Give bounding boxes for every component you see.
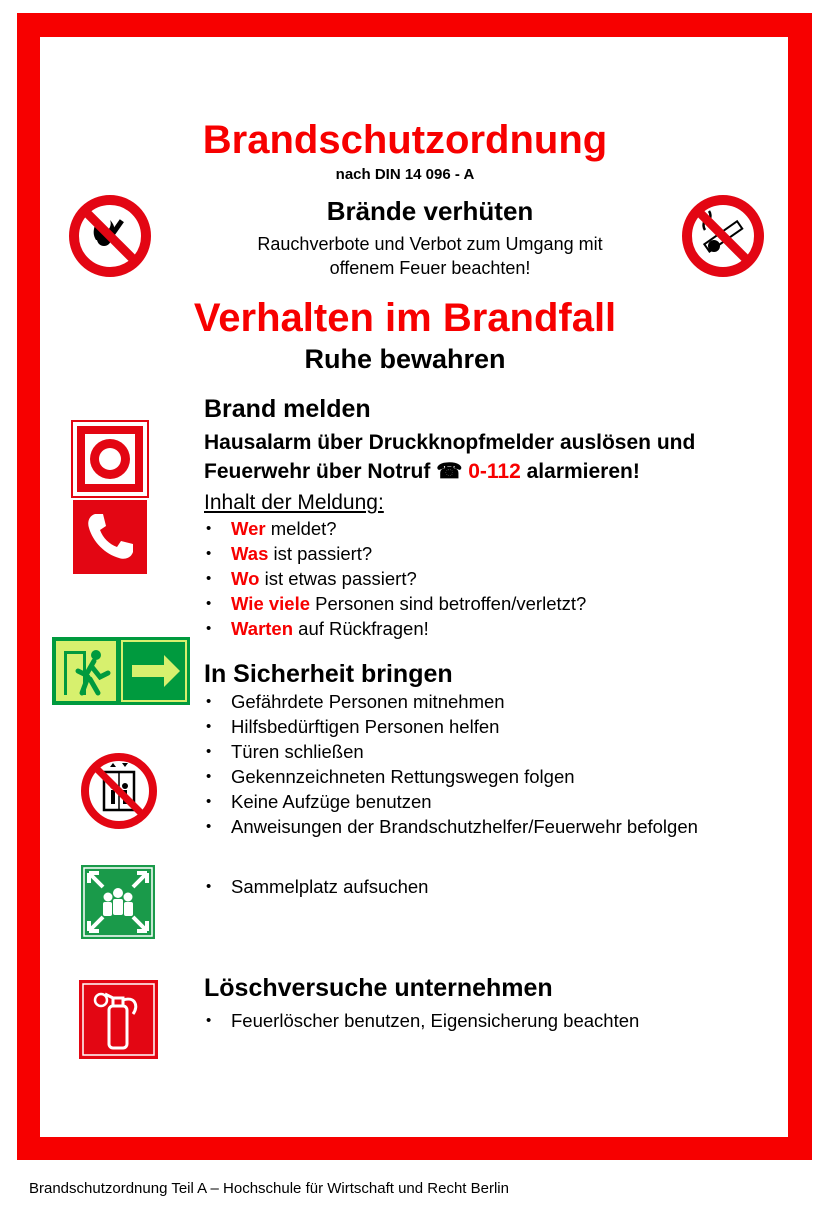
list-item: • Wo ist etwas passiert? [204, 566, 586, 591]
footer-text: Brandschutzordnung Teil A – Hochschule für Wirtschaft und Recht Berlin [29, 1180, 509, 1197]
safety-list [204, 689, 698, 839]
page-subtitle: nach DIN 14 096 - A [335, 166, 475, 183]
phone-symbol-icon: ☎ [436, 460, 463, 483]
list-item: • Hilfsbedürftigen Personen helfen [204, 714, 698, 739]
list-item: • Wer meldet? [204, 516, 586, 541]
prevention-text-line2: offenem Feuer beachten! [329, 258, 531, 278]
prevention-text [210, 232, 650, 280]
list-item: • Gefährdete Personen mitnehmen [204, 689, 698, 714]
list-item: • Gekennzeichneten Rettungswegen folgen [204, 764, 698, 789]
fire-extinguisher-icon [79, 980, 158, 1059]
report-heading: Brand melden [204, 395, 371, 423]
list-item: • Warten auf Rückfragen! [204, 616, 586, 641]
alarm-instruction [204, 428, 695, 486]
prevention-heading: Brände verhüten [326, 196, 534, 226]
calm-heading: Ruhe bewahren [304, 344, 506, 374]
emergency-number: 0-112 [468, 460, 521, 483]
extinguish-list [204, 1008, 639, 1033]
emergency-phone-icon [73, 500, 147, 574]
emergency-exit-icon [52, 637, 190, 705]
list-item: • Was ist passiert? [204, 541, 586, 566]
alarm-line2 [204, 457, 695, 486]
no-smoking-icon [681, 194, 765, 278]
alarm-line1: Hausalarm über Druckknopfmelder auslösen und [204, 431, 696, 454]
behavior-heading: Verhalten im Brandfall [193, 296, 617, 340]
safety-heading: In Sicherheit bringen [204, 660, 453, 688]
alarm-line2-suffix: alarmieren! [526, 460, 640, 483]
list-item: • Feuerlöscher benutzen, Eigensicherung beachten [204, 1008, 639, 1033]
no-open-fire-icon [68, 194, 152, 278]
page-title: Brandschutzordnung [202, 118, 608, 162]
prevention-text-line1: Rauchverbote und Verbot zum Umgang mit [257, 234, 603, 254]
list-item: • Wie viele Personen sind betroffen/verletzt? [204, 591, 586, 616]
list-item: • Türen schließen [204, 739, 698, 764]
assembly-point-icon [81, 865, 155, 939]
report-content-heading: Inhalt der Meldung: [204, 491, 384, 514]
list-item: • Keine Aufzüge benutzen [204, 789, 698, 814]
list-item: • Anweisungen der Brandschutzhelfer/Feuerwehr befolgen [204, 814, 698, 839]
fire-alarm-button-icon [71, 420, 149, 498]
assembly-list [204, 874, 428, 899]
extinguish-heading: Löschversuche unternehmen [204, 974, 553, 1002]
report-questions-list [204, 516, 586, 641]
no-elevator-icon [80, 752, 158, 830]
alarm-line2-prefix: Feuerwehr über Notruf [204, 460, 431, 483]
list-item: • Sammelplatz aufsuchen [204, 874, 428, 899]
